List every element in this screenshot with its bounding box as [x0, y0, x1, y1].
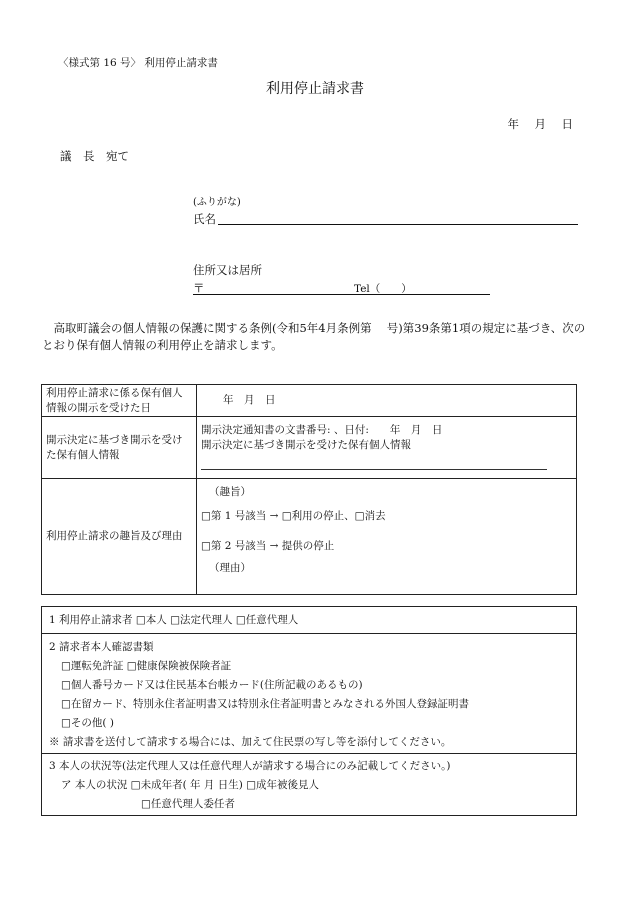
disclosed-info-label: 開示決定に基づき開示を受けた保有個人情報 — [42, 417, 197, 479]
intro-paragraph — [42, 320, 588, 354]
table-row — [42, 417, 577, 479]
divider — [42, 753, 576, 754]
furigana-label: (ふりがな) — [193, 197, 241, 208]
divider — [42, 633, 576, 634]
id-doc-option-3[interactable]: □在留カード、特別永住者証明書又は特別永住者証明書とみなされる外国人登録証明書 — [61, 698, 469, 710]
purpose-reason-cell[interactable] — [197, 479, 577, 595]
principal-status-heading: 3 本人の状況等(法定代理人又は任意代理人が請求する場合にのみ記載してください。) — [49, 760, 451, 772]
form-number: 〈様式第 16 号〉 利用停止請求書 — [58, 57, 218, 69]
address-field[interactable] — [193, 294, 490, 295]
table-row — [42, 479, 577, 595]
document-number-line: 開示決定通知書の文書番号: 、日付: 年 月 日 — [201, 424, 443, 436]
table-row — [42, 385, 577, 417]
id-doc-option-other[interactable]: □その他( ) — [61, 717, 114, 729]
name-field[interactable] — [218, 224, 578, 225]
option-clause-1[interactable]: □第 1 号該当 → □利用の停止、□消去 — [201, 510, 386, 522]
option-clause-2[interactable]: □第 2 号該当 → 提供の停止 — [201, 540, 335, 552]
purpose-reason-label: 利用停止請求の趣旨及び理由 — [42, 479, 197, 595]
address-label: 住所又は居所 — [193, 263, 262, 277]
disclosed-info-cell[interactable] — [197, 417, 577, 479]
requester-info-box — [41, 606, 577, 816]
postal-mark: 〒 — [193, 281, 205, 295]
date-field[interactable]: 年 月 日 — [507, 117, 575, 131]
disclosure-date-label: 利用停止請求に係る保有個人情報の開示を受けた日 — [42, 385, 197, 417]
request-detail-table — [41, 384, 577, 595]
name-label: 氏名 — [193, 212, 216, 226]
intro-text: 高取町議会の個人情報の保護に関する条例(令和5年4月条例第 号)第39条第1項の規定に基づき、次のとおり保有個人情報の利用停止を請求します。 — [42, 321, 586, 352]
reason-heading: （理由） — [209, 562, 251, 574]
addressee: 議 長 宛て — [60, 149, 129, 163]
id-doc-option-1[interactable]: □運転免許証 □健康保険被保険者証 — [61, 660, 232, 672]
voluntary-agent-option[interactable]: □任意代理人委任者 — [141, 798, 235, 810]
id-doc-option-2[interactable]: □個人番号カード又は住民基本台帳カード(住所記載のあるもの) — [61, 679, 363, 691]
disclosed-info-field[interactable] — [201, 457, 547, 470]
principal-status-options[interactable]: ア 本人の状況 □未成年者( 年 月 日生) □成年被後見人 — [61, 779, 320, 791]
mailing-note: ※ 請求書を送付して請求する場合には、加えて住民票の写し等を添付してください。 — [49, 736, 452, 748]
disclosure-date-value[interactable]: 年 月 日 — [197, 385, 577, 417]
id-documents-heading: 2 請求者本人確認書類 — [49, 641, 154, 653]
tel-label: Tel（ ） — [354, 283, 412, 295]
disclosed-info-line: 開示決定に基づき開示を受けた保有個人情報 — [201, 439, 411, 451]
document-title: 利用停止請求書 — [266, 81, 364, 97]
requester-type-line[interactable]: 1 利用停止請求者 □本人 □法定代理人 □任意代理人 — [49, 614, 299, 626]
purpose-heading: （趣旨） — [209, 486, 251, 498]
